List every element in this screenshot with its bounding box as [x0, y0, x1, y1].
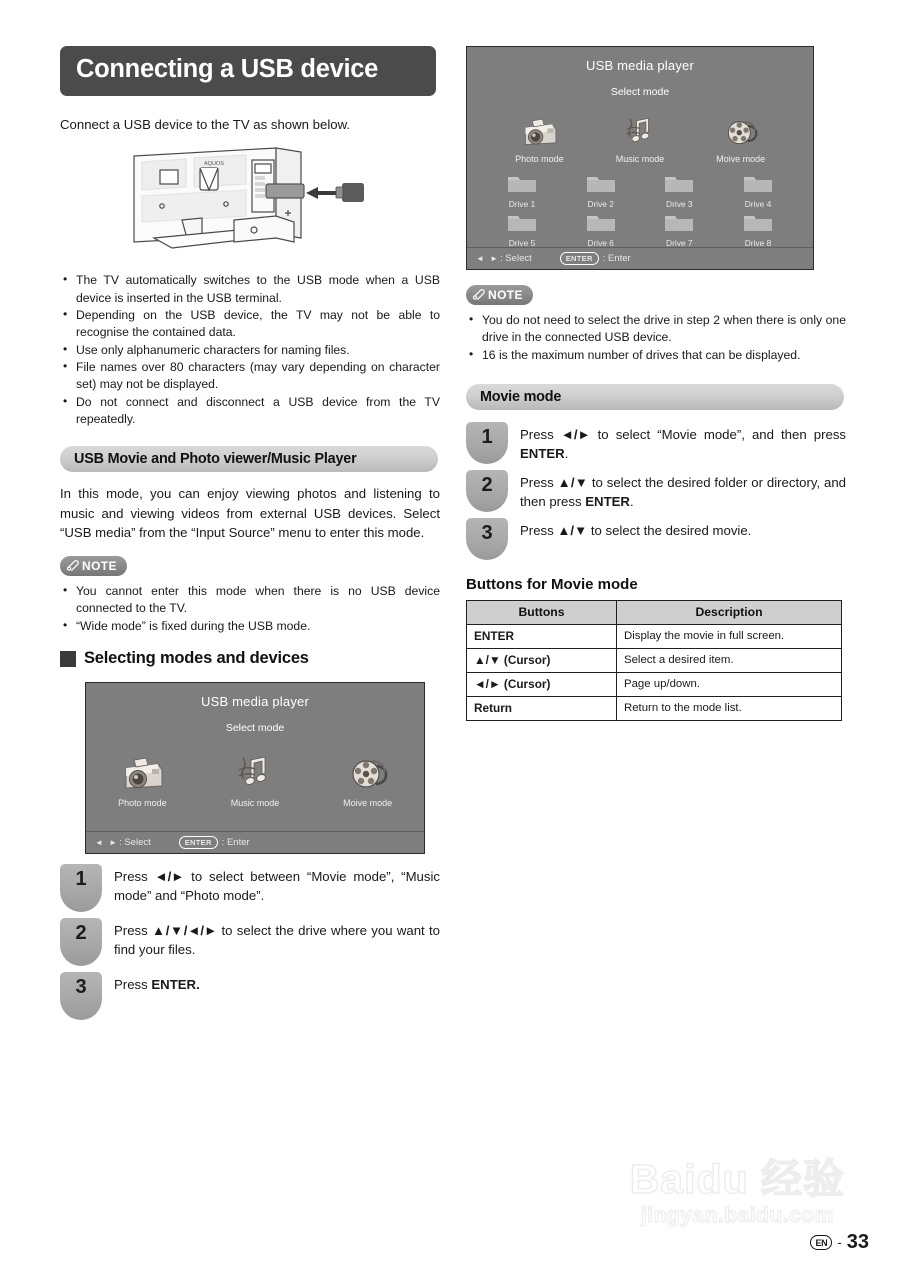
- step-number-badge: 2: [60, 918, 102, 966]
- page-title: [60, 46, 436, 96]
- osd-mode-row: [86, 742, 424, 808]
- folder-icon: [743, 172, 773, 193]
- drive-label: Drive 1: [508, 199, 536, 209]
- footer-dash: -: [837, 1235, 842, 1250]
- step-number-badge: 3: [60, 972, 102, 1020]
- osd-mode-label: Photo mode: [515, 154, 564, 164]
- enter-key-icon: ENTER: [560, 252, 599, 265]
- list-item: • Do not connect and disconnect a USB device from the TV repeatedly.: [60, 394, 440, 429]
- right-steps: [466, 422, 846, 560]
- drive-item[interactable]: [729, 211, 787, 248]
- step-2: [466, 470, 846, 512]
- drive-item[interactable]: [493, 172, 551, 209]
- list-item: • 16 is the maximum number of drives that can be displayed.: [466, 347, 846, 364]
- note-badge: [466, 285, 533, 305]
- table-row: [467, 696, 842, 720]
- region-badge: EN: [810, 1235, 832, 1250]
- osd-subtitle: Select mode: [610, 86, 670, 98]
- step-text: Press ENTER.: [114, 977, 200, 993]
- table-header-buttons: Buttons: [467, 600, 617, 624]
- drive-label: Drive 4: [744, 199, 772, 209]
- section-heading-usb-viewer: [60, 446, 438, 472]
- table-row: [467, 672, 842, 696]
- osd-mode-photo[interactable]: [86, 742, 199, 808]
- music-notes-icon: [199, 742, 312, 794]
- drive-item[interactable]: [650, 211, 708, 248]
- table-cell-key: ◄/► (Cursor): [467, 672, 617, 696]
- drive-label: Drive 5: [508, 238, 536, 248]
- usb-viewer-notes-list: [60, 583, 440, 635]
- folder-icon: [586, 211, 616, 232]
- insert-arrow-icon: [306, 187, 338, 199]
- step-number-badge: 3: [466, 518, 508, 560]
- osd-footer-enter: : Enter: [602, 253, 631, 264]
- folder-icon: [507, 211, 537, 232]
- pencil-icon: [66, 560, 79, 572]
- enter-key-icon: ENTER: [179, 836, 218, 849]
- osd-footer-select: : Select: [119, 837, 151, 849]
- camera-icon: [86, 742, 199, 794]
- tv-rear-diagram: [126, 142, 366, 260]
- table-cell-desc: Page up/down.: [617, 672, 842, 696]
- table-row: [467, 624, 842, 648]
- step-number-badge: 1: [466, 422, 508, 464]
- step-3: [466, 518, 846, 560]
- section-heading-movie-mode: [466, 384, 844, 410]
- osd-mode-music[interactable]: [199, 742, 312, 808]
- list-item: • File names over 80 characters (may vary depending on character set) may not be displayed.: [60, 359, 440, 394]
- list-item: • “Wide mode” is fixed during the USB mode.: [60, 618, 440, 635]
- folder-icon: [664, 211, 694, 232]
- list-item: • Use only alphanumeric characters for naming files.: [60, 342, 440, 359]
- drive-item[interactable]: [572, 172, 630, 209]
- usb-notes-top-list: [60, 272, 440, 428]
- section-heading-text: USB Movie and Photo viewer/Music Player: [74, 451, 357, 468]
- page-footer: [810, 1231, 869, 1254]
- drive-label: Drive 8: [744, 238, 772, 248]
- drive-item[interactable]: [493, 211, 551, 248]
- step-2: [60, 918, 440, 966]
- step-text: Press ▲/▼/◄/► to select the drive where you want to find your files.: [114, 923, 441, 957]
- aquos-logo-label: AQUOS: [204, 161, 224, 168]
- osd-mode-label: Music mode: [615, 154, 665, 164]
- table-row: [467, 648, 842, 672]
- osd-drive-row-2: [493, 211, 787, 248]
- table-header-row: [467, 600, 842, 624]
- list-item: • You do not need to select the drive in step 2 when there is only one drive in the connected USB device.: [466, 312, 846, 347]
- right-column: [466, 46, 846, 721]
- drive-notes: [466, 312, 846, 364]
- usb-flash-drive-icon: [336, 183, 364, 202]
- osd-screen-select-drive: [466, 46, 814, 270]
- osd-title: USB media player: [201, 694, 309, 710]
- page-title-text: Connecting a USB device: [76, 55, 379, 83]
- film-reel-icon: [311, 742, 424, 794]
- step-text: Press ◄/► to select “Movie mode”, and then press ENTER.: [520, 426, 847, 461]
- film-reel-icon: [690, 106, 791, 150]
- osd-mode-photo[interactable]: [489, 106, 590, 164]
- pencil-icon: [472, 289, 485, 301]
- drive-item[interactable]: [572, 211, 630, 248]
- osd-footer-select: : Select: [500, 253, 532, 264]
- drive-item[interactable]: [650, 172, 708, 209]
- table-title: Buttons for Movie mode: [466, 575, 638, 593]
- step-1: [60, 864, 440, 912]
- intro-text: Connect a USB device to the TV as shown below.: [60, 116, 351, 132]
- usb-viewer-notes: [60, 583, 440, 635]
- osd-footer-bar: [467, 247, 813, 269]
- osd-footer-enter: : Enter: [221, 837, 250, 849]
- osd-mode-movie[interactable]: [690, 106, 791, 164]
- camera-icon: [489, 106, 590, 150]
- table-cell-desc: Select a desired item.: [617, 648, 842, 672]
- drive-label: Drive 3: [666, 199, 693, 209]
- step-1: [466, 422, 846, 464]
- step-text: Press ◄/► to select between “Movie mode”, “Music mode” and “Photo mode”.: [114, 869, 441, 903]
- step-number-badge: 2: [466, 470, 508, 512]
- table-cell-key: Return: [467, 696, 617, 720]
- drive-label: Drive 6: [587, 238, 614, 248]
- table-header-description: Description: [617, 600, 842, 624]
- drive-label: Drive 7: [666, 238, 693, 248]
- osd-subtitle: Select mode: [225, 722, 285, 735]
- osd-screen-select-mode: [85, 682, 425, 854]
- left-right-arrow-icon: ◄ ►: [476, 254, 501, 263]
- baidu-watermark: [629, 1156, 845, 1228]
- step-text: Press ▲/▼ to select the desired movie.: [520, 522, 752, 538]
- osd-drive-row-1: [493, 172, 787, 209]
- table-cell-key: ▲/▼ (Cursor): [467, 648, 617, 672]
- osd-mode-row: [467, 106, 813, 164]
- note-badge-label: NOTE: [488, 288, 523, 302]
- watermark-line-1: Baidu 经验: [629, 1156, 845, 1202]
- list-item: • You cannot enter this mode when there is no USB device connected to the TV.: [60, 583, 440, 618]
- note-badge-label: NOTE: [82, 559, 117, 574]
- note-badge: [60, 556, 127, 576]
- square-bullet-icon: [60, 651, 76, 667]
- osd-mode-label: Photo mode: [118, 798, 167, 809]
- music-notes-icon: [590, 106, 691, 150]
- left-column: [60, 46, 440, 1026]
- subheading-text: Selecting modes and devices: [84, 649, 309, 668]
- osd-mode-music[interactable]: [590, 106, 691, 164]
- usb-viewer-paragraph: In this mode, you can enjoy viewing photos and listening to music and viewing videos from external USB devices. Select “USB media” from the “Input Source” menu to enter this mode.: [60, 486, 440, 540]
- step-3: [60, 972, 440, 1020]
- step-number-badge: 1: [60, 864, 102, 912]
- osd-mode-movie[interactable]: [311, 742, 424, 808]
- folder-icon: [743, 211, 773, 232]
- usb-notes-top: [60, 272, 440, 428]
- osd-mode-label: Music mode: [230, 798, 280, 809]
- osd-mode-label: Moive mode: [343, 798, 393, 809]
- drive-notes-list: [466, 312, 846, 364]
- left-steps: [60, 864, 440, 1020]
- folder-icon: [586, 172, 616, 193]
- list-item: • The TV automatically switches to the USB mode when a USB device is inserted in the USB terminal.: [60, 272, 440, 307]
- watermark-line-2: jingyan.baidu.com: [640, 1204, 834, 1227]
- tv-usb-illustration: [60, 142, 440, 262]
- table-cell-desc: Display the movie in full screen.: [617, 624, 842, 648]
- osd-title: USB media player: [586, 58, 694, 73]
- folder-icon: [664, 172, 694, 193]
- osd-drives: [467, 172, 813, 248]
- step-text: Press ▲/▼ to select the desired folder or directory, and then press ENTER.: [520, 474, 846, 509]
- table-cell-key: ENTER: [467, 624, 617, 648]
- list-item: • Depending on the USB device, the TV may not be able to recognise the contained data.: [60, 307, 440, 342]
- osd-mode-label: Moive mode: [716, 154, 766, 164]
- drive-label: Drive 2: [587, 199, 614, 209]
- buttons-table: [466, 600, 842, 721]
- table-cell-desc: Return to the mode list.: [617, 696, 842, 720]
- section-heading-text: Movie mode: [480, 388, 562, 405]
- folder-icon: [507, 172, 537, 193]
- left-right-arrow-icon: ◄ ►: [95, 838, 120, 848]
- page-number: 33: [846, 1231, 869, 1253]
- drive-item[interactable]: [729, 172, 787, 209]
- subheading-selecting-modes: [60, 649, 440, 668]
- osd-footer-bar: [86, 831, 424, 853]
